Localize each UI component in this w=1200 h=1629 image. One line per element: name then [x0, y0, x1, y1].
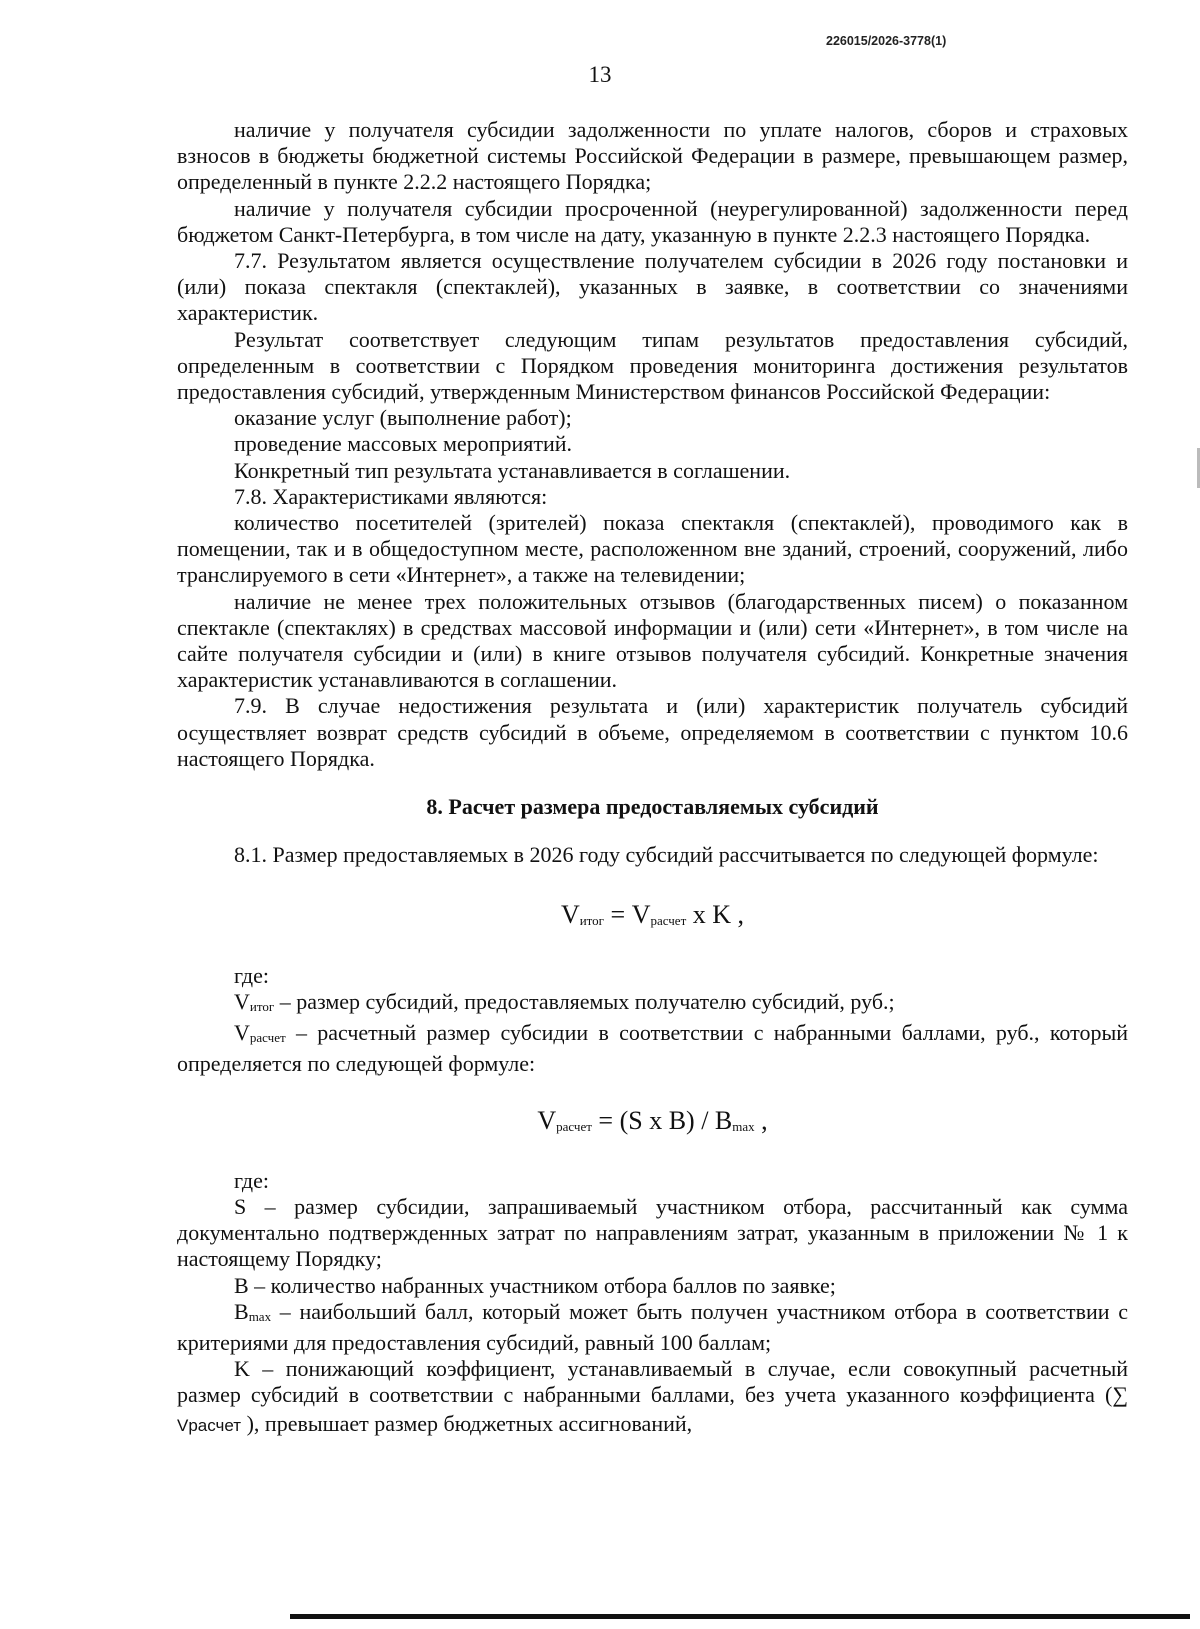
formula-symbol: V: [631, 900, 651, 930]
where-label: где:: [234, 1167, 269, 1193]
definition-text: ), превышает размер бюджетных ассигнований,: [241, 1410, 693, 1436]
definition-subscript: max: [248, 1308, 272, 1324]
paragraph: Конкретный тип результата устанавливается в соглашении.: [234, 457, 791, 483]
definition-k: [177, 1356, 1128, 1439]
paragraph: проведение массовых мероприятий.: [234, 431, 573, 457]
formula-subscript: итог: [579, 913, 605, 929]
definition-symbol: V: [234, 988, 250, 1014]
page-number: 13: [588, 62, 612, 87]
paragraph: оказание услуг (выполнение работ);: [234, 405, 572, 431]
document-body: [177, 117, 1128, 1439]
formula-symbol: V: [537, 1105, 557, 1135]
definition-subscript: расчет: [249, 1030, 286, 1046]
where-label: где:: [234, 962, 269, 988]
formula-v-raschet: [177, 1105, 1128, 1140]
paragraph-8-1: 8.1. Размер предоставляемых в 2026 году субсидий рассчитывается по следующей формуле:: [234, 842, 1099, 868]
paragraph: наличие у получателя субсидии просроченной (неурегулированной) задолженности перед бюджетом Санкт-Петербурга, в том числе на дату, указанную в пункте 2.2.3 настоящего Порядка.: [177, 195, 1128, 247]
paragraph: наличие у получателя субсидии задолженности по уплате налогов, сборов и страховых взносов в бюджеты бюджетной системы Российской Федерации в размере, превышающем размер, определенный в пункте 2.2.2 настоящего Порядка;: [177, 117, 1128, 195]
formula-subscript: расчет: [556, 1118, 592, 1134]
definition-symbol: B: [234, 1298, 249, 1324]
definition-text: – расчетный размер субсидии в соответствии с набранными баллами, руб., который определяется по следующей формуле:: [177, 1020, 1128, 1077]
definition-text: K – понижающий коэффициент, устанавливаемый в случае, если совокупный расчетный размер субсидий в соответствии с набранными баллами, без учета указанного коэффициента (: [177, 1356, 1128, 1408]
definition-v-itog: [177, 989, 1128, 1020]
sum-symbol: ∑: [1112, 1382, 1128, 1408]
definition-text: – наибольший балл, который может быть получен участником отбора в соответствии с критериями для предоставления субсидий, равный 100 баллам;: [177, 1298, 1128, 1355]
paragraph: 7.7. Результатом является осуществление получателем субсидии в 2026 году постановки и (или) показа спектакля (спектаклей), указанных в заявке, в соответствии со значениями характеристик.: [177, 248, 1128, 326]
definition-symbol: V: [234, 1020, 250, 1046]
document-number: 226015/2026-3778(1): [826, 34, 947, 48]
formula-symbol: V: [560, 900, 580, 930]
formula-rest: ,: [754, 1105, 768, 1135]
definition-b: B – количество набранных участником отбора баллов по заявке;: [234, 1272, 836, 1298]
formula-subscript: max: [732, 1118, 755, 1134]
paragraph: Результат соответствует следующим типам результатов предоставления субсидий, определенным в соответствии с Порядком проведения мониторинга достижения результатов предоставления субсидий, утвержденным Министерством финансов Российской Федерации:: [177, 326, 1128, 405]
paragraph: наличие не менее трех положительных отзывов (благодарственных писем) о показанном спектакле (спектаклях) в средствах массовой информации и (или) сети «Интернет», в том числе на сайте получателя субсидии и (или) в книге отзывов получателя субсидий. Конкретные значения характеристик устанавливаются в соглашении.: [177, 588, 1128, 693]
paragraph: 7.9. В случае недостижения результата и (или) характеристик получатель субсидий осуществляет возврат средств субсидий в объеме, определяемом в соответствии с пунктом 10.6 настоящего Порядка.: [177, 693, 1128, 771]
scan-bottom-border: [290, 1614, 1190, 1619]
definition-v-raschet: [177, 1020, 1128, 1077]
formula-v-itog: [177, 902, 1128, 934]
formula-symbol: B: [714, 1105, 733, 1135]
definition-bmax: [177, 1299, 1128, 1356]
definition-subscript: итог: [249, 998, 275, 1014]
formula-subscript: расчет: [650, 913, 687, 929]
formula-rest: х K ,: [686, 900, 745, 930]
formula-operator: =: [604, 900, 632, 930]
sum-variable: Vрасчет: [177, 1415, 242, 1435]
definition-text: – размер субсидий, предоставляемых получателю субсидий, руб.;: [274, 988, 895, 1014]
paragraph: количество посетителей (зрителей) показа спектакля (спектаклей), проводимого как в помещении, так и в общедоступном месте, расположенном вне зданий, строений, сооружений, либо транслируемого в сети «Интернет», а также на телевидении;: [177, 510, 1128, 588]
section-heading: 8. Расчет размера предоставляемых субсидий: [426, 794, 879, 820]
paragraph: 7.8. Характеристиками являются:: [234, 483, 548, 509]
definition-s: S – размер субсидии, запрашиваемый участником отбора, рассчитанный как сумма документально подтвержденных затрат по направлениям затрат, указанным в приложении № 1 к настоящему Порядку;: [177, 1193, 1128, 1272]
formula-operator: = (S х B) /: [591, 1105, 715, 1135]
